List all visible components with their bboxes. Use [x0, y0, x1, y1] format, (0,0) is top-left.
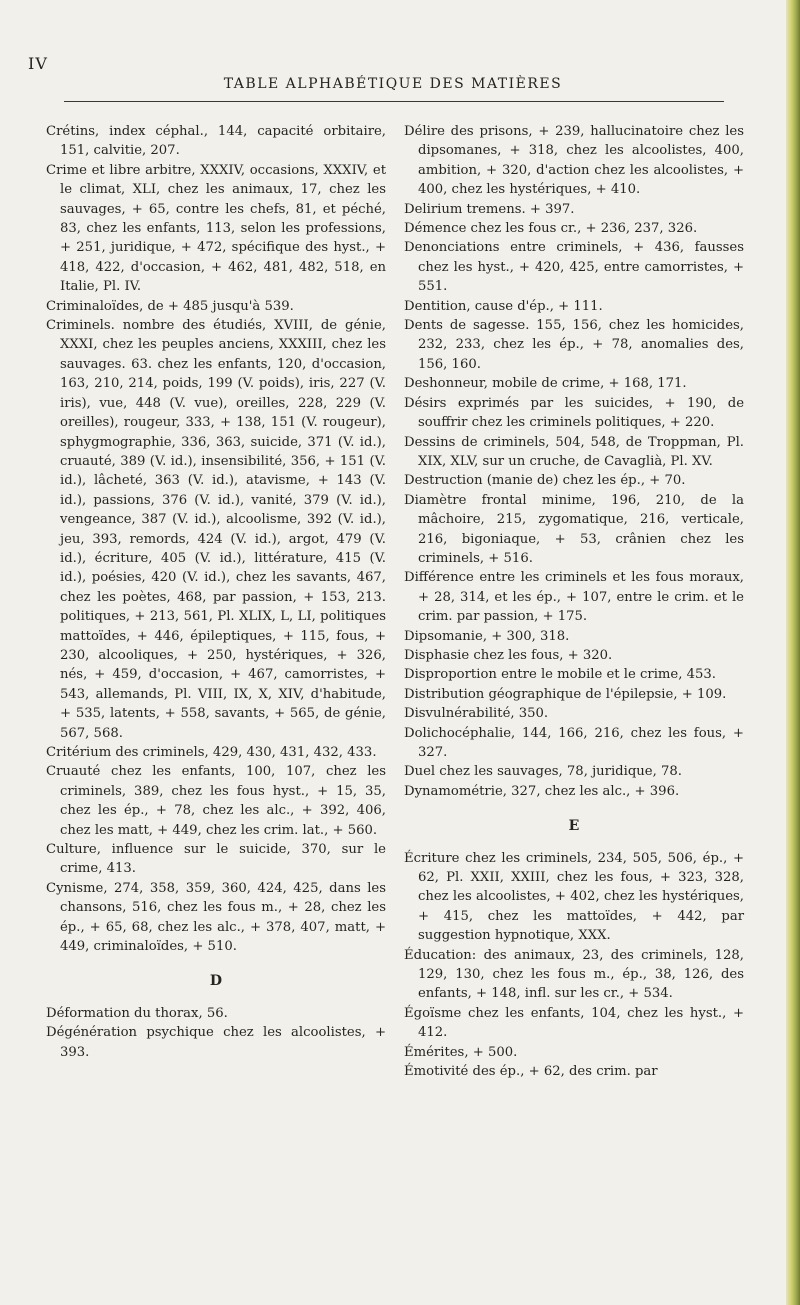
section-letter-e: E	[568, 818, 580, 835]
index-entry: Dessins de criminels, 504, 548, de Troppman, Pl. XIX, XLV, sur un cruche, de Cavaglià, Pl. XV.	[404, 434, 744, 469]
index-entry: Crétins, index céphal., 144, capacité orbitaire, 151, calvitie, 207.	[46, 124, 386, 159]
index-entry: Destruction (manie de) chez les ép., + 70.	[404, 473, 686, 489]
index-entry: Cruauté chez les enfants, 100, 107, chez les criminels, 389, chez les fous hyst., + 15, 35, chez les ép., + 78, chez les alc., + 392, 406, chez les matt, + 449, chez les crim. lat., + 560.	[46, 764, 386, 838]
index-entry: Émérites, + 500.	[404, 1044, 518, 1060]
running-title: TABLE ALPHABÉTIQUE DES MATIÈRES	[223, 76, 563, 92]
index-entry: Dentition, cause d'ép., + 111.	[404, 298, 603, 314]
page-number: IV	[28, 54, 48, 73]
index-entry: Écriture chez les criminels, 234, 505, 506, ép., + 62, Pl. XXII, XXIII, chez les fous, + 323, 328, chez les alcoolistes, + 402, chez les hystériques, + 415, chez les mattoïdes, + 442, par suggestion hypnotique, XXX.	[404, 850, 744, 944]
index-entry: Éducation: des animaux, 23, des criminels, 128, 129, 130, chez les fous m., ép., 38, 126, des enfants, + 148, infl. sur les cr., + 534.	[404, 947, 744, 1002]
page-edge-shadow	[786, 0, 800, 1305]
index-entry: Criminels. nombre des étudiés, XVIII, de génie, XXXI, chez les peuples anciens, XXXIII, chez les sauvages. 63. chez les enfants, 120, d'occasion, 163, 210, 214, poids, 199 (V. poids), iris, 227 (V. iris), vue, 448 (V. vue), oreilles, 228, 229 (V. oreilles), rougeur, 333, + 138, 151 (V. rougeur), sphygmographie, 336, 363, suicide, 371 (V. id.), cruauté, 389 (V. id.), insensibilité, 356, + 151 (V. id.), lâcheté, 363 (V. id.), atavisme, + 143 (V. id.), passions, 376 (V. id.), vanité, 379 (V. id.), vengeance, 387 (V. id.), alcoolisme, 392 (V. id.), jeu, 393, remords, 424 (V. id.), argot, 479 (V. id.), écriture, 405 (V. id.), littérature, 415 (V. id.), poésies, 420 (V. id.), chez les savants, 467, chez les poètes, 468, par passion, + 153, 213. politiques, + 213, 561, Pl. XLIX, L, LI, politiques mattoïdes, + 446, épileptiques, + 115, fous, + 230, alcooliques, + 250, hystériques, + 326, nés, + 459, d'occasion, + 467, camorristes, + 543, allemands, Pl. VIII, IX, X, XIV, d'habitude, + 535, latents, + 558, savants, + 565, de génie, 567, 568.	[46, 318, 386, 741]
index-entry: Dégénération psychique chez les alcoolistes, + 393.	[46, 1025, 386, 1060]
index-entry: Déformation du thorax, 56.	[46, 1005, 228, 1021]
index-entry: Égoïsme chez les enfants, 104, chez les hyst., + 412.	[404, 1005, 744, 1041]
index-entry: Diamètre frontal minime, 196, 210, de la mâchoire, 215, zygomatique, 216, verticale, 216, bigoniaque, + 53, crânien chez les criminels, + 516.	[404, 492, 744, 566]
index-entry: Dents de sagesse. 155, 156, chez les homicides, 232, 233, chez les ép., + 78, anomalies des, 156, 160.	[404, 318, 744, 372]
index-entry: Crime et libre arbitre, XXXIV, occasions, XXXIV, et le climat, XLI, chez les animaux, 17, chez les sauvages, + 65, contre les chefs, 81, et péché, 83, chez les enfants, 113, selon les professions, + 251, juridique, + 472, spécifique des hyst., + 418, 422, d'occasion, + 462, 481, 482, 518, en Italie, Pl. IV.	[46, 162, 386, 295]
index-entry: Culture, influence sur le suicide, 370, sur le crime, 413.	[46, 842, 386, 877]
index-entry: Délire des prisons, + 239, hallucinatoire chez les dipsomanes, + 318, chez les alcoolistes, 400, ambition, + 320, d'action chez les alcoolistes, + 400, chez les hystériques, + 410.	[404, 124, 744, 198]
index-entry: Distribution géographique de l'épilepsie, + 109.	[404, 686, 727, 702]
index-entry: Critérium des criminels, 429, 430, 431, 432, 433.	[46, 745, 377, 760]
index-entry: Disproportion entre le mobile et le crime, 453.	[404, 667, 716, 683]
index-entry: Dipsomanie, + 300, 318.	[404, 628, 570, 644]
index-entry: Cynisme, 274, 358, 359, 360, 424, 425, dans les chansons, 516, chez les fous m., + 28, chez les ép., + 65, 68, chez les alc., + 378, 407, matt, + 449, criminaloïdes, + 510.	[46, 880, 386, 955]
index-entry: Delirium tremens. + 397.	[404, 201, 575, 217]
index-entry: Dynamométrie, 327, chez les alc., + 396.	[404, 783, 680, 799]
index-entry: Duel chez les sauvages, 78, juridique, 78.	[404, 764, 682, 780]
index-entry: Disvulnérabilité, 350.	[404, 706, 549, 722]
index-entry: Dolichocéphalie, 144, 166, 216, chez les fous, + 327.	[404, 725, 744, 760]
index-entry: Démence chez les fous cr., + 236, 237, 326.	[404, 221, 698, 237]
left-column	[46, 122, 386, 1062]
header-rule	[64, 101, 724, 102]
index-entry: Deshonneur, mobile de crime, + 168, 171.	[404, 376, 687, 392]
index-entry: Criminaloïdes, de + 485 jusqu'à 539.	[46, 298, 294, 314]
index-entry: Disphasie chez les fous, + 320.	[404, 647, 613, 663]
section-letter-d: D	[209, 973, 223, 990]
index-entry: Différence entre les criminels et les fous moraux, + 28, 314, et les ép., + 107, entre le crim. et le crim. par passion, + 175.	[404, 570, 744, 625]
right-column	[404, 122, 744, 1082]
index-entry: Denonciations entre criminels, + 436, fausses chez les hyst., + 420, 425, entre camorristes, + 551.	[404, 240, 744, 295]
index-entry: Émotivité des ép., + 62, des crim. par	[404, 1064, 658, 1080]
index-entry: Désirs exprimés par les suicides, + 190, de souffrir chez les criminels politiques, + 220.	[404, 395, 744, 431]
